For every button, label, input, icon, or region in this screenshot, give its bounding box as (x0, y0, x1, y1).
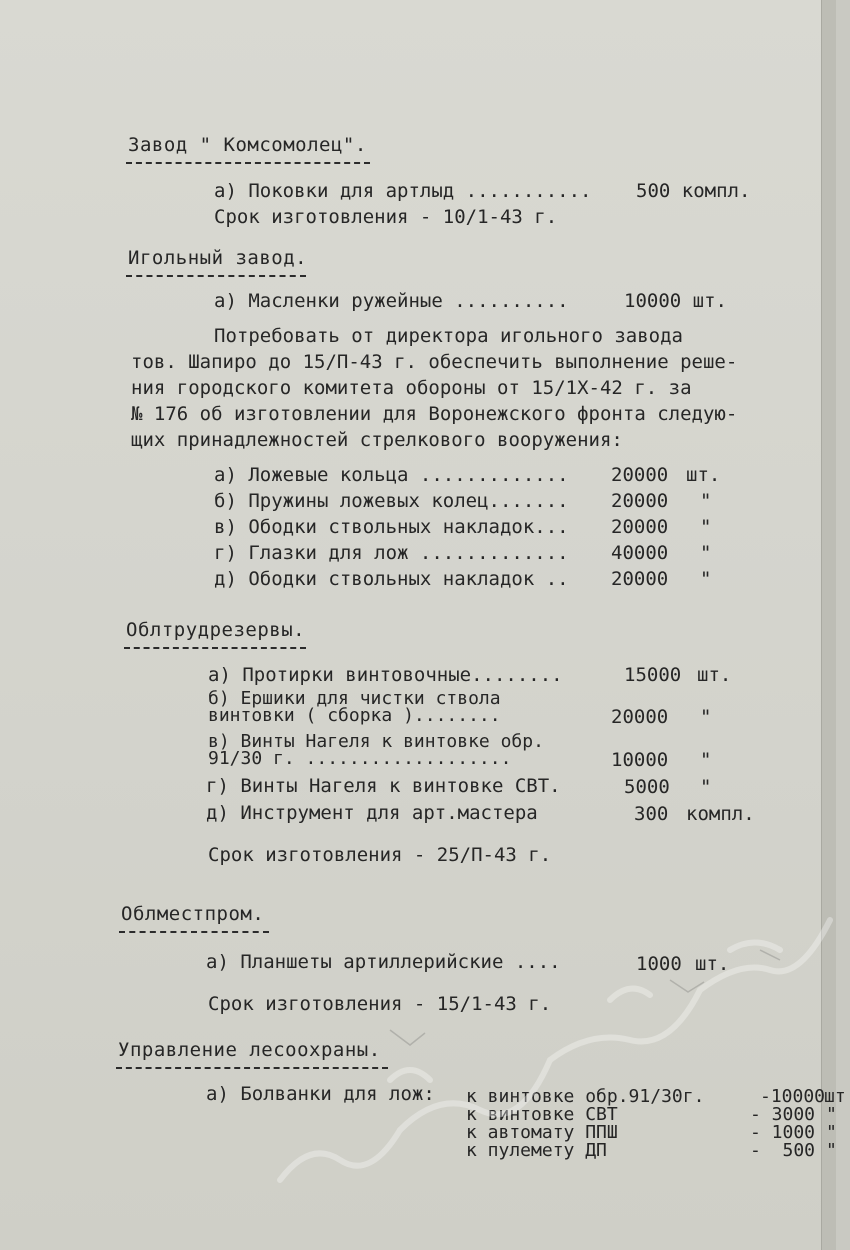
item-label: в) Винты Нагеля к винтовке обр. (208, 731, 544, 752)
list-item-unit: " (700, 568, 712, 590)
heading-local-industry: Облместпром. (121, 903, 265, 925)
list-item-label: а) Ложевые кольца ............. (214, 464, 569, 486)
item-qty: - 500 (750, 1140, 816, 1161)
heading-underline (126, 275, 306, 277)
deadline: Срок изготовления - 10/1-43 г. (214, 206, 558, 228)
heading-underline (126, 162, 370, 164)
deadline: Срок изготовления - 25/П-43 г. (208, 844, 552, 866)
item-label-cont: винтовки ( сборка )........ (208, 705, 501, 726)
item-unit: шт. (697, 664, 732, 686)
list-item-qty: 20000 (611, 464, 669, 486)
item-qty: 1000 (636, 953, 682, 975)
list-item-unit: " (700, 542, 712, 564)
heading-labor-reserves: Облтрудрезервы. (126, 619, 306, 641)
list-item-label: б) Пружины ложевых колец....... (214, 490, 569, 512)
list-item-qty: 20000 (611, 516, 669, 538)
item-label: а) Масленки ружейные .......... (214, 290, 569, 312)
item-qty: 300 (634, 803, 669, 825)
heading-needle-factory: Игольный завод. (128, 247, 308, 269)
list-item-label: д) Ободки ствольных накладок .. (214, 568, 569, 590)
paragraph-line: ния городского комитета обороны от 15/1Х-42 г. за (131, 377, 692, 399)
item-unit: компл. (686, 803, 755, 825)
list-item-qty: 40000 (611, 542, 669, 564)
item-unit: " (700, 706, 712, 728)
item-label: к пулемету ДП (466, 1140, 607, 1161)
paragraph-line: щих принадлежностей стрелкового вооружения: (131, 429, 623, 451)
list-item-unit: " (700, 516, 712, 538)
paragraph-line: Потребовать от директора игольного завода (214, 325, 683, 347)
heading-underline (119, 931, 269, 933)
deadline: Срок изготовления - 15/1-43 г. (208, 993, 552, 1015)
item-unit: " (826, 1140, 837, 1161)
item-qty: 5000 (624, 776, 670, 798)
list-item-unit: " (700, 490, 712, 512)
paragraph-line: тов. Шапиро до 15/П-43 г. обеспечить выполнение реше- (131, 351, 738, 373)
item-qty: 500 компл. (636, 180, 751, 202)
item-qty: -10000 (760, 1086, 826, 1107)
heading-komsomolets: Завод " Комсомолец". (128, 134, 367, 156)
item-label-cont: 91/30 г. ................... (208, 748, 512, 769)
item-label: а) Поковки для артлыд ........... (214, 180, 592, 202)
heading-underline (124, 647, 306, 649)
item-label: к автомату ППШ (466, 1122, 618, 1143)
item-qty: 20000 (611, 706, 669, 728)
item-unit: " (826, 1122, 837, 1143)
item-lead: а) Болванки для лож: (206, 1083, 435, 1105)
item-qty: 10000 шт. (624, 290, 727, 312)
paragraph-line: № 176 об изготовлении для Воронежского фронта следую- (131, 403, 738, 425)
item-label: г) Винты Нагеля к винтовке СВТ. (206, 775, 561, 797)
item-unit: " (700, 749, 712, 771)
item-label: а) Протирки винтовочные........ (208, 664, 563, 686)
heading-underline (116, 1067, 388, 1069)
item-label: а) Планшеты артиллерийские .... (206, 951, 561, 973)
item-label: б) Ершики для чистки ствола (208, 688, 501, 709)
page-edge (821, 0, 836, 1250)
item-unit: шт. (695, 953, 730, 975)
heading-forest-protection: Управление лесоохраны. (118, 1039, 381, 1061)
item-unit: " (826, 1104, 837, 1125)
item-label: к винтовке СВТ (466, 1104, 618, 1125)
item-label: к винтовке обр.91/30г. (466, 1086, 705, 1107)
item-unit: " (700, 776, 712, 798)
list-item-label: в) Ободки ствольных накладок... (214, 516, 569, 538)
list-item-label: г) Глазки для лож ............. (214, 542, 569, 564)
list-item-unit: шт. (686, 464, 721, 486)
item-qty: - 3000 (750, 1104, 816, 1125)
list-item-qty: 20000 (611, 568, 669, 590)
item-qty: 15000 (624, 664, 682, 686)
item-label: д) Инструмент для арт.мастера (206, 802, 538, 824)
item-qty: - 1000 (750, 1122, 816, 1143)
item-unit: шт (824, 1086, 846, 1107)
list-item-qty: 20000 (611, 490, 669, 512)
item-qty: 10000 (611, 749, 669, 771)
